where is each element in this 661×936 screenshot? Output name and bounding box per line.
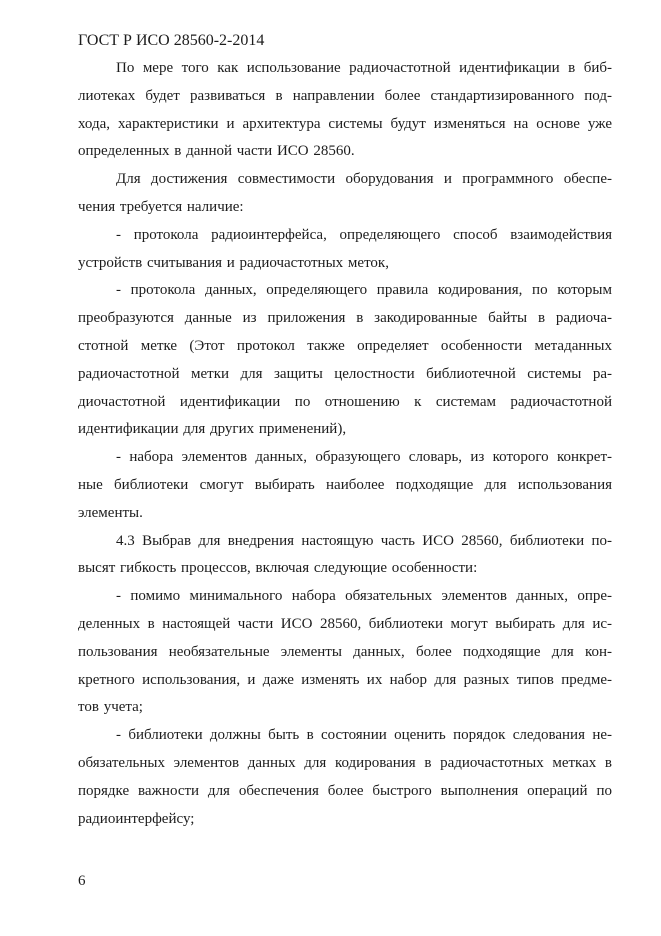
- text-line: пользования необязательные элементы данных, более подходящие для кон-: [78, 643, 612, 660]
- text-line: порядке важности для обеспечения более быстрого выполнения операций по: [78, 782, 612, 799]
- paragraph: [78, 55, 612, 166]
- text-line: хода, характеристики и архитектура системы будут изменяться на основе уже: [78, 115, 612, 132]
- text-line: - набора элементов данных, образующего словарь, из которого конкрет-: [116, 449, 612, 466]
- text-line: кретного использования, и даже изменять их набор для разных типов предме-: [78, 671, 612, 688]
- text-line: высят гибкость процессов, включая следующие особенности:: [78, 560, 478, 577]
- text-line: определенных в данной части ИСО 28560.: [78, 143, 355, 160]
- text-line: обязательных элементов данных для кодирования в радиочастотных метках в: [78, 754, 612, 771]
- paragraph: [78, 166, 612, 222]
- text-line: ные библиотеки смогут выбирать наиболее подходящие для использования: [78, 476, 612, 493]
- text-line: деленных в настоящей части ИСО 28560, библиотеки могут выбирать для ис-: [78, 615, 612, 632]
- paragraph: [78, 722, 612, 833]
- paragraph: [78, 222, 612, 278]
- document-header: ГОСТ Р ИСО 28560-2-2014: [78, 32, 265, 49]
- paragraph: [78, 583, 612, 722]
- text-line: - протокола данных, определяющего правила кодирования, по которым: [116, 282, 612, 299]
- text-line: диочастотной идентификации по отношению к системам радиочастотной: [78, 393, 612, 410]
- text-line: стотной метке (Этот протокол также определяет особенности метаданных: [78, 337, 612, 354]
- text-line: преобразуются данные из приложения в закодированные байты в радиоча-: [78, 310, 612, 327]
- text-line: По мере того как использование радиочастотной идентификации в биб-: [116, 60, 612, 76]
- paragraph: [78, 277, 612, 444]
- paragraph: [78, 528, 612, 584]
- text-line: 4.3 Выбрав для внедрения настоящую часть ИСО 28560, библиотеки по-: [116, 532, 612, 549]
- text-line: Для достижения совместимости оборудования и программного обеспе-: [116, 171, 612, 188]
- paragraph: [78, 444, 612, 527]
- text-line: радиочастотной метки для защиты целостности библиотечной системы ра-: [78, 365, 612, 382]
- text-line: - помимо минимального набора обязательных элементов данных, опре-: [116, 588, 612, 605]
- text-line: элементы.: [78, 504, 143, 521]
- document-body: [78, 55, 612, 833]
- text-line: лиотеках будет развиваться в направлении более стандартизированного под-: [78, 87, 612, 104]
- page-number: 6: [78, 873, 86, 889]
- text-line: - библиотеки должны быть в состоянии оценить порядок следования не-: [116, 727, 612, 744]
- text-line: тов учета;: [78, 699, 143, 716]
- text-line: радиоинтерфейсу;: [78, 810, 195, 827]
- text-line: - протокола радиоинтерфейса, определяющего способ взаимодействия: [116, 226, 612, 243]
- text-line: устройств считывания и радиочастотных меток,: [78, 254, 389, 271]
- text-line: чения требуется наличие:: [78, 198, 244, 215]
- text-line: идентификации для других применений),: [78, 421, 347, 438]
